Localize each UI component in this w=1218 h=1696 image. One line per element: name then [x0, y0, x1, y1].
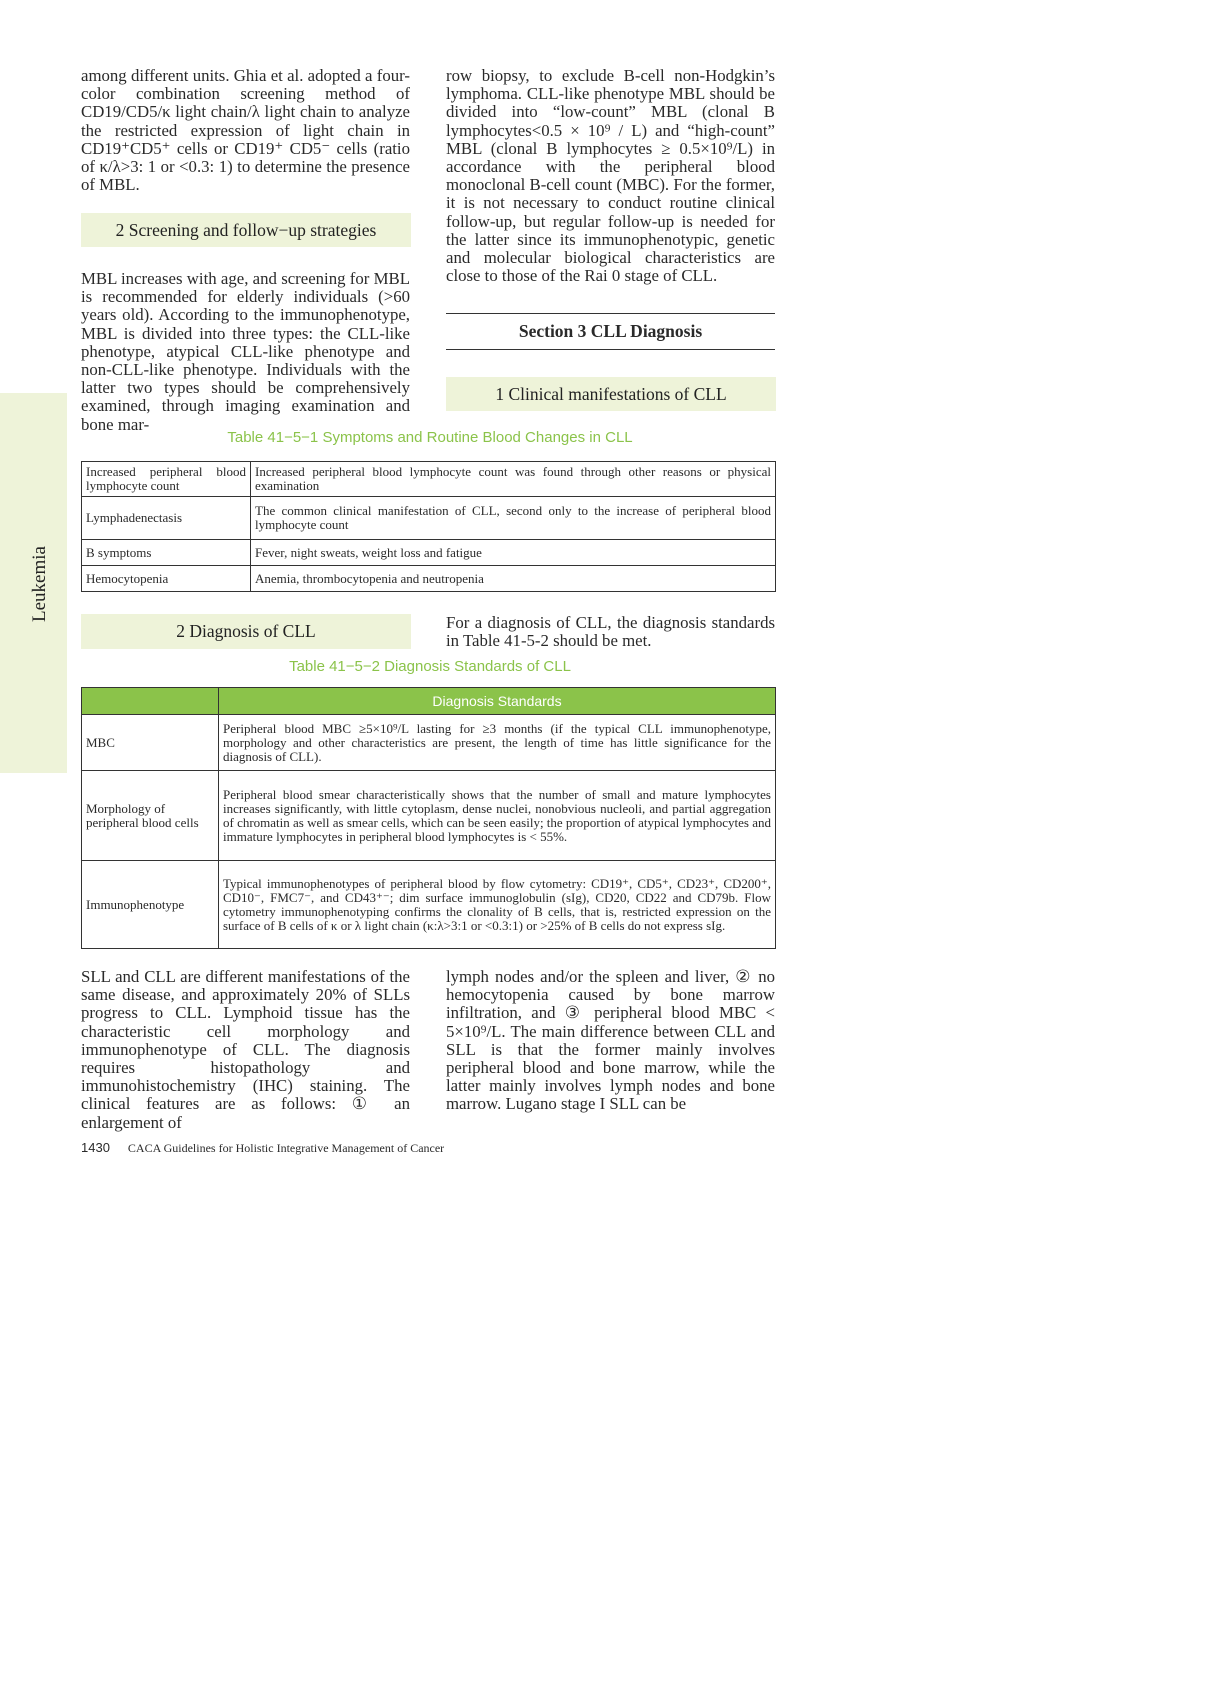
table-cell-key: Lymphadenectasis [82, 497, 251, 540]
table-row [82, 861, 776, 949]
table-row [82, 566, 776, 592]
paragraph-right-3 [446, 968, 775, 1114]
footer [81, 1140, 444, 1156]
table-cell-value: Fever, night sweats, weight loss and fatigue [251, 540, 776, 566]
table-row [82, 497, 776, 540]
table-cell-key: Immunophenotype [82, 861, 219, 949]
table-cell-key: MBC [82, 715, 219, 771]
paragraph-diagnosis-intro [446, 614, 775, 650]
table-cell-key: B symptoms [82, 540, 251, 566]
paragraph-left-3 [81, 968, 410, 1132]
table-cell-key: Hemocytopenia [82, 566, 251, 592]
section-heading: Section 3 CLL Diagnosis [446, 313, 775, 350]
table-row [82, 771, 776, 861]
table1-caption: Table 41−5−1 Symptoms and Routine Blood Changes in CLL [227, 429, 633, 446]
table-header: Diagnosis Standards [219, 688, 776, 715]
table-row [82, 540, 776, 566]
page-number: 1430 [81, 1140, 110, 1155]
table-symptoms [81, 461, 776, 592]
table-cell-value: Typical immunophenotypes of peripheral blood by flow cytometry: CD19⁺, CD5⁺, CD23⁺, CD200⁺, CD10⁻, FMC7⁻, and CD43⁺⁻; dim surface immunoglobulin (sIg), CD20, CD22 and CD79b. Flow cytometry immunophenotyping confirms the clonality of B cells, that is, restricted expression on the surface of B cells of κ or λ light chain (κ:λ>3:1 or <0.3:1) or >25% of B cells do not express sIg. [219, 861, 776, 949]
paragraph-text: among different units. Ghia et al. adopted a four-color combination screening method of CD19/CD5/κ light chain/λ light chain to analyze the restricted expression of light chain in CD19⁺CD5⁺ cells or CD19⁺ CD5⁻ cells (ratio of κ/λ>3: 1 or <0.3: 1) to determine the presence of MBL. [81, 66, 410, 195]
paragraph-text: MBL increases with age, and screening for MBL is recommended for elderly individuals (>60 years old). According to the immunophenotype, MBL is divided into three types: the CLL-like phenotype, atypical CLL-like phenotype and non-CLL-like phenotype. Individuals with the latter two types should be comprehensively examined, through imaging examination and bone mar- [81, 269, 410, 434]
footer-title: CACA Guidelines for Holistic Integrative Management of Cancer [127, 1141, 445, 1155]
table-cell-key: Increased peripheral blood lymphocyte count [82, 462, 251, 497]
table-header-empty [82, 688, 219, 715]
table-cell-value: Peripheral blood MBC ≥5×10⁹/L lasting for ≥3 months (if the typical CLL immunophenotype, morphology and other characteristics are present, the length of time has little significance for the diagnosis of CLL). [219, 715, 776, 771]
table2-caption: Table 41−5−2 Diagnosis Standards of CLL [289, 658, 571, 675]
table-cell-key: Morphology of peripheral blood cells [82, 771, 219, 861]
heading-clinical: 1 Clinical manifestations of CLL [446, 377, 776, 411]
table-cell-value: Peripheral blood smear characteristically shows that the number of small and mature lymphocytes increases significantly, with little cytoplasm, dense nuclei, nonobvious nucleoli, and partial aggregation of chromatin as well as smear cells, which can be seen easily; the proportion of atypical lymphocytes and immature lymphocytes in peripheral blood lymphocytes is < 55%. [219, 771, 776, 861]
paragraph-text: For a diagnosis of CLL, the diagnosis standards in Table 41-5-2 should be met. [446, 613, 775, 651]
heading-screening: 2 Screening and follow−up strategies [81, 213, 411, 247]
paragraph-right-1 [446, 67, 775, 285]
paragraph-text: SLL and CLL are different manifestations of the same disease, and approximately 20% of SLLs progress to CLL. Lymphoid tissue has the characteristic cell morphology and immunophenotype of CLL. The diagnosis requires histopathology and immunohistochemistry (IHC) staining. The clinical features are as follows: ① an enlargement of [81, 967, 410, 1132]
table-cell-value: Anemia, thrombocytopenia and neutropenia [251, 566, 776, 592]
heading-diagnosis: 2 Diagnosis of CLL [81, 614, 411, 649]
table-row [82, 715, 776, 771]
table-header-row [82, 688, 776, 715]
table-row [82, 462, 776, 497]
table-cell-value: Increased peripheral blood lymphocyte count was found through other reasons or physical examination [251, 462, 776, 497]
paragraph-text: lymph nodes and/or the spleen and liver, ② no hemocytopenia caused by bone marrow infiltration, and ③ peripheral blood MBC < 5×10⁹/L. The main difference between CLL and SLL is that the former mainly involves peripheral blood and bone marrow, while the latter mainly involves lymph nodes and bone marrow. Lugano stage I SLL can be [446, 967, 775, 1114]
side-tab-label: Leukemia [29, 546, 50, 622]
paragraph-left-1 [81, 67, 410, 194]
table-cell-value: The common clinical manifestation of CLL, second only to the increase of peripheral blood lymphocyte count [251, 497, 776, 540]
paragraph-left-2 [81, 270, 410, 434]
paragraph-text: row biopsy, to exclude B-cell non-Hodgkin’s lymphoma. CLL-like phenotype MBL should be divided into “low-count” MBL (clonal B lymphocytes<0.5 × 10⁹ / L) and “high-count” MBL (clonal B lymphocytes ≥ 0.5×10⁹/L) in accordance with the peripheral blood monoclonal B-cell count (MBC). For the former, it is not necessary to conduct routine clinical follow-up, but regular follow-up is needed for the latter since its immunophenotypic, genetic and molecular biological characteristics are close to those of the Rai 0 stage of CLL. [446, 66, 775, 286]
table-diagnosis-standards [81, 687, 776, 949]
